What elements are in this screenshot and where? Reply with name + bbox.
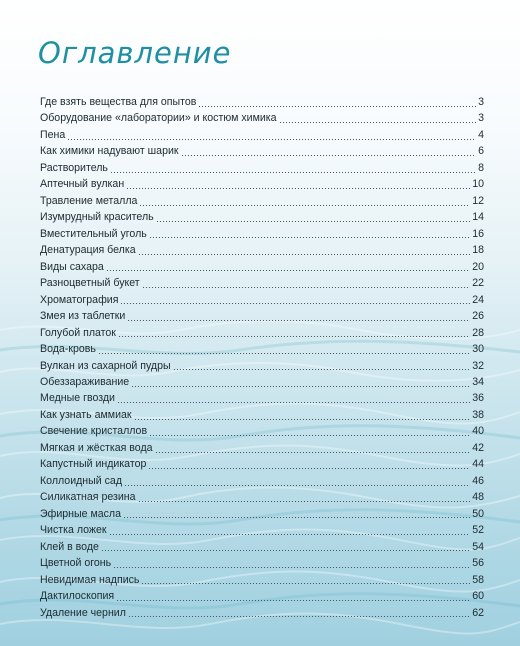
dot-leader [139, 205, 470, 206]
dot-leader [149, 435, 470, 436]
toc-entry-title: Капустный индикатор [40, 458, 147, 471]
dot-leader [124, 485, 470, 486]
toc-entry-page: 38 [472, 408, 484, 421]
toc-entry-page: 18 [472, 244, 484, 257]
toc-entry-page: 12 [472, 194, 484, 207]
toc-entry-page: 54 [472, 540, 484, 553]
toc-entry-page: 34 [472, 375, 484, 388]
toc-entry[interactable] [40, 588, 484, 604]
toc-entry-title: Мягкая и жёсткая вода [40, 441, 153, 454]
page-title: Оглавление [38, 36, 232, 70]
toc-entry-page: 58 [472, 573, 484, 586]
toc-entry[interactable] [40, 209, 484, 225]
toc-entry-page: 3 [478, 96, 484, 108]
toc-entry[interactable] [40, 440, 484, 456]
toc-entry-title: Аптечный вулкан [40, 178, 125, 191]
toc-entry-title: Разноцветный букет [40, 277, 140, 290]
toc-entry-page: 26 [472, 310, 484, 323]
dot-leader [67, 139, 476, 140]
dot-leader [116, 600, 470, 601]
toc-entry-page: 8 [478, 161, 484, 174]
dot-leader [118, 336, 470, 337]
dot-leader [198, 106, 476, 107]
toc-entry-title: Как химики надувают шарик [40, 145, 179, 158]
toc-entry-page: 4 [478, 128, 484, 141]
dot-leader [109, 534, 471, 535]
toc-entry[interactable] [40, 522, 484, 538]
toc-entry-title: Пена [40, 128, 66, 141]
toc-entry[interactable] [40, 605, 484, 621]
toc-entry[interactable] [40, 390, 484, 406]
dot-leader [134, 419, 471, 420]
toc-entry-page: 28 [472, 326, 484, 339]
toc-entry-page: 44 [472, 458, 484, 471]
toc-entry[interactable] [40, 308, 484, 324]
toc-entry-title: Денатурация белка [40, 244, 136, 257]
dot-leader [142, 287, 471, 288]
toc-entry-title: Растворитель [40, 161, 108, 174]
toc-entry[interactable] [40, 358, 484, 374]
dot-leader [138, 501, 471, 502]
toc-entry-title: Голубой платок [40, 326, 116, 339]
toc-entry[interactable] [40, 555, 484, 571]
toc-entry-title: Медные гвозди [40, 392, 115, 405]
toc-entry[interactable] [40, 456, 484, 472]
toc-entry-page: 36 [472, 392, 484, 405]
toc-entry[interactable] [40, 226, 484, 242]
toc-entry-title: Травление металла [40, 194, 138, 207]
dot-leader [148, 468, 470, 469]
toc-entry-title: Коллоидный сад [40, 474, 122, 487]
toc-entry[interactable] [40, 423, 484, 439]
dot-leader [141, 583, 470, 584]
toc-entry[interactable] [40, 143, 484, 159]
toc-entry-page: 14 [472, 211, 484, 224]
toc-entry[interactable] [40, 473, 484, 489]
toc-entry-page: 20 [472, 260, 484, 273]
toc-entry-title: Изумрудный краситель [40, 211, 154, 224]
toc-entry-page: 16 [472, 227, 484, 240]
toc-entry[interactable] [40, 325, 484, 341]
toc-entry[interactable] [40, 176, 484, 192]
toc-entry-page: 24 [472, 293, 484, 306]
toc-entry-title: Змея из таблетки [40, 310, 126, 323]
toc-entry[interactable] [40, 292, 484, 308]
toc-entry[interactable] [40, 259, 484, 275]
toc-entry[interactable] [40, 341, 484, 357]
toc-entry[interactable] [40, 572, 484, 588]
toc-entry-page: 46 [472, 474, 484, 487]
toc-entry-title: Удаление чернил [40, 606, 126, 619]
toc-entry[interactable] [40, 193, 484, 209]
toc-entry-page: 48 [472, 491, 484, 504]
dot-leader [101, 550, 470, 551]
dot-leader [117, 402, 470, 403]
toc-entry-title: Силикатная резина [40, 491, 136, 504]
toc-entry[interactable] [40, 506, 484, 522]
dot-leader [127, 320, 470, 321]
toc-entry-title: Оборудование «лаборатории» и костюм химика [40, 112, 277, 125]
dot-leader [120, 303, 470, 304]
toc-entry-page: 3 [478, 112, 484, 125]
toc-entry-page: 32 [472, 359, 484, 372]
dot-leader [155, 452, 471, 453]
dot-leader [156, 221, 471, 222]
toc-entry[interactable] [40, 242, 484, 258]
toc-entry-title: Где взять вещества для опытов [40, 96, 197, 108]
toc-entry-page: 6 [478, 145, 484, 158]
toc-entry-title: Обеззараживание [40, 375, 130, 388]
dot-leader [110, 172, 476, 173]
toc-entry-page: 22 [472, 277, 484, 290]
toc-entry-page: 40 [472, 425, 484, 438]
toc-entry-page: 42 [472, 441, 484, 454]
dot-leader [113, 567, 470, 568]
toc-entry-title: Свечение кристаллов [40, 425, 148, 438]
toc-entry[interactable] [40, 489, 484, 505]
dot-leader [138, 254, 471, 255]
dot-leader [131, 386, 470, 387]
dot-leader [149, 237, 470, 238]
toc-entry[interactable] [40, 94, 484, 110]
dot-leader [181, 155, 477, 156]
toc-entry[interactable] [40, 110, 484, 126]
toc-entry[interactable] [40, 374, 484, 390]
dot-leader [128, 616, 470, 617]
toc-entry[interactable] [40, 407, 484, 423]
toc-entry-title: Вместительный уголь [40, 227, 147, 240]
toc-entry-title: Клей в воде [40, 540, 99, 553]
toc-entry-title: Виды сахара [40, 260, 104, 273]
toc-entry[interactable] [40, 275, 484, 291]
toc-entry-title: Дактилоскопия [40, 590, 115, 603]
toc-entry-title: Вулкан из сахарной пудры [40, 359, 171, 372]
toc-entry-page: 56 [472, 557, 484, 570]
dot-leader [98, 353, 470, 354]
dot-leader [126, 188, 470, 189]
toc-entry-title: Хроматография [40, 293, 119, 306]
toc-entry-title: Как узнать аммиак [40, 408, 132, 421]
toc-entry-page: 60 [472, 590, 484, 603]
toc-entry[interactable] [40, 539, 484, 555]
toc-entry-page: 50 [472, 507, 484, 520]
toc-entry-page: 62 [472, 606, 484, 619]
toc-entry-page: 52 [472, 524, 484, 537]
toc-entry[interactable] [40, 127, 484, 143]
dot-leader [123, 517, 470, 518]
dot-leader [106, 270, 470, 271]
toc-entry-title: Чистка ложек [40, 524, 107, 537]
dot-leader [279, 122, 477, 123]
dot-leader [173, 369, 471, 370]
toc-entry-page: 30 [472, 343, 484, 356]
table-of-contents [40, 94, 484, 621]
toc-entry[interactable] [40, 160, 484, 176]
toc-entry-title: Невидимая надпись [40, 573, 140, 586]
toc-entry-title: Вода-кровь [40, 343, 96, 356]
toc-entry-title: Эфирные масла [40, 507, 121, 520]
toc-entry-page: 10 [472, 178, 484, 191]
toc-entry-title: Цветной огонь [40, 557, 112, 570]
